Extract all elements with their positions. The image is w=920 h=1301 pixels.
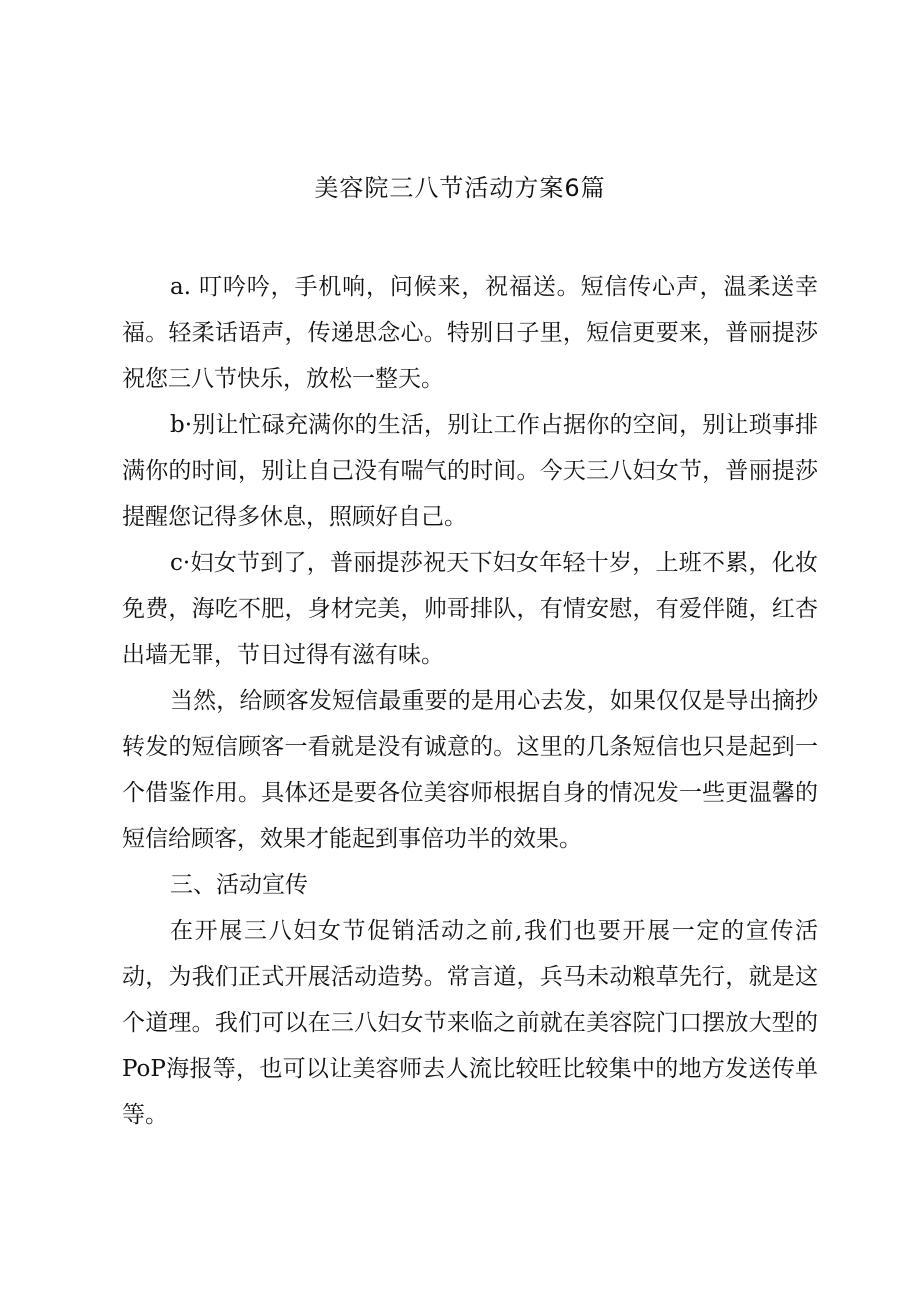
document-body: [122, 264, 818, 1138]
section-heading: 三、活动宣传: [170, 872, 308, 898]
paragraph-a: a. 叮吟吟，手机响，问候来，祝福送。短信传心声，温柔送幸福。轻柔话语声，传递思念心。特别日子里，短信更要来，普丽提莎祝您三八节快乐，放松一整天。: [122, 274, 818, 392]
paragraph-c: c·妇女节到了，普丽提莎祝天下妇女年轻十岁，上班不累，化妆免费，海吃不肥，身材完美，帅哥排队，有情安慰，有爱伴随，红杏出墙无罪，节日过得有滋有味。: [122, 550, 818, 668]
paragraph-note: 当然，给顾客发短信最重要的是用心去发，如果仅仅是导出摘抄转发的短信顾客一看就是没有诚意的。这里的几条短信也只是起到一个借鉴作用。具体还是要各位美容师根据自身的情况发一些更温馨的短信给顾客，效果才能起到事倍功半的效果。: [122, 688, 818, 852]
document-title: 美容院三八节活动方案6篇: [314, 174, 606, 202]
section-paragraph: 在开展三八妇女节促销活动之前,我们也要开展一定的宣传活动，为我们正式开展活动造势。常言道，兵马未动粮草先行，就是这个道理。我们可以在三八妇女节来临之前就在美容院门口摆放大型的PoP海报等，也可以让美容师去人流比较旺比较集中的地方发送传单等。: [122, 918, 818, 1128]
paragraph-b: b·别让忙碌充满你的生活，别让工作占据你的空间，别让琐事排满你的时间，别让自己没有喘气的时间。今天三八妇女节，普丽提莎提醒您记得多休息，照顾好自己。: [122, 412, 818, 530]
